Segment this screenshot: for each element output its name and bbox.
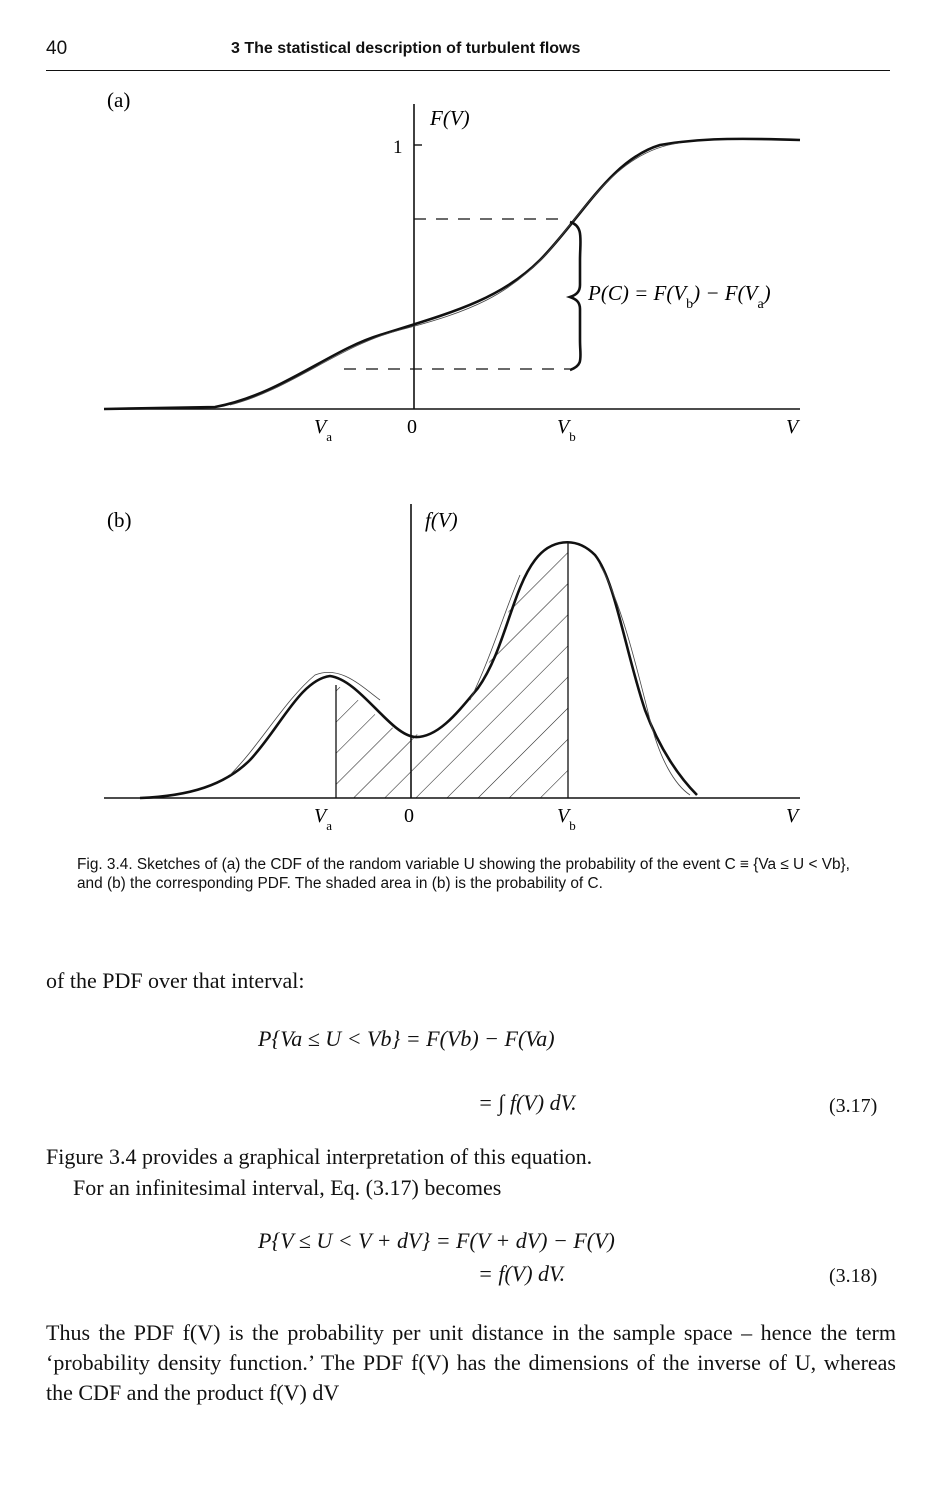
panel-b-tick-va: $V_a$ (314, 805, 332, 833)
panel-a-one-label: 1 (393, 137, 403, 158)
equation-number-3-17: (3.17) (829, 1095, 878, 1117)
panel-a-tick-0: 0 (407, 416, 417, 438)
bracket-icon (570, 222, 581, 370)
cdf-curve-sketch (230, 143, 680, 405)
shaded-probability-area (336, 542, 568, 798)
equation-number-3-18: (3.18) (829, 1265, 878, 1287)
equation-3-18-line-1: P{V ≤ U < V + dV} = F(V + dV) − F(V) (258, 1228, 615, 1253)
panel-a-ylabel: F(V) (430, 106, 470, 130)
paragraph-2: Figure 3.4 provides a graphical interpretation of this equation. (46, 1144, 593, 1169)
panel-a-xlabel: V (786, 416, 799, 438)
equation-3-17-line-1: P{Va ≤ U < Vb} = F(Vb) − F(Va) (258, 1026, 555, 1051)
page-number: 40 (46, 38, 68, 59)
panel-b-tick-vb: $V_b$ (557, 805, 576, 833)
panel-b-xlabel: V (786, 805, 799, 827)
panel-b-tick-0: 0 (404, 805, 414, 827)
panel-a-tick-vb: $V_b$ (557, 416, 576, 444)
equation-3-18-line-2: = f(V) dV. (478, 1261, 566, 1286)
panel-b-label: (b) (107, 508, 132, 532)
cdf-curve (104, 139, 800, 409)
paragraph-3: For an infinitesimal interval, Eq. (3.17) becomes (73, 1175, 502, 1200)
bracket-label: $P(C) = F(V_b) - F(V_a)$ (588, 281, 771, 312)
panel-a-label: (a) (107, 88, 131, 112)
running-title: 3 The statistical description of turbulent flows (231, 40, 581, 57)
paragraph-4: Thus the PDF f(V) is the probability per unit distance in the sample space – hence the term ‘probability density function.’ The PDF f(V) has the dimensions of the inverse of U, whereas the CDF and the product f(V) dV (46, 1320, 896, 1405)
panel-a-tick-va: $V_a$ (314, 416, 332, 444)
panel-b-ylabel: f(V) (425, 508, 458, 532)
paragraph-1: of the PDF over that interval: (46, 968, 305, 993)
equation-3-17-line-2: = ∫ f(V) dV. (478, 1090, 577, 1115)
figure-caption: Fig. 3.4. Sketches of (a) the CDF of the random variable U showing the probability of the event C ≡ {Va ≤ U < Vb}, and (b) the corresponding PDF. The shaded area in (b) is the probability of C. (77, 856, 850, 892)
